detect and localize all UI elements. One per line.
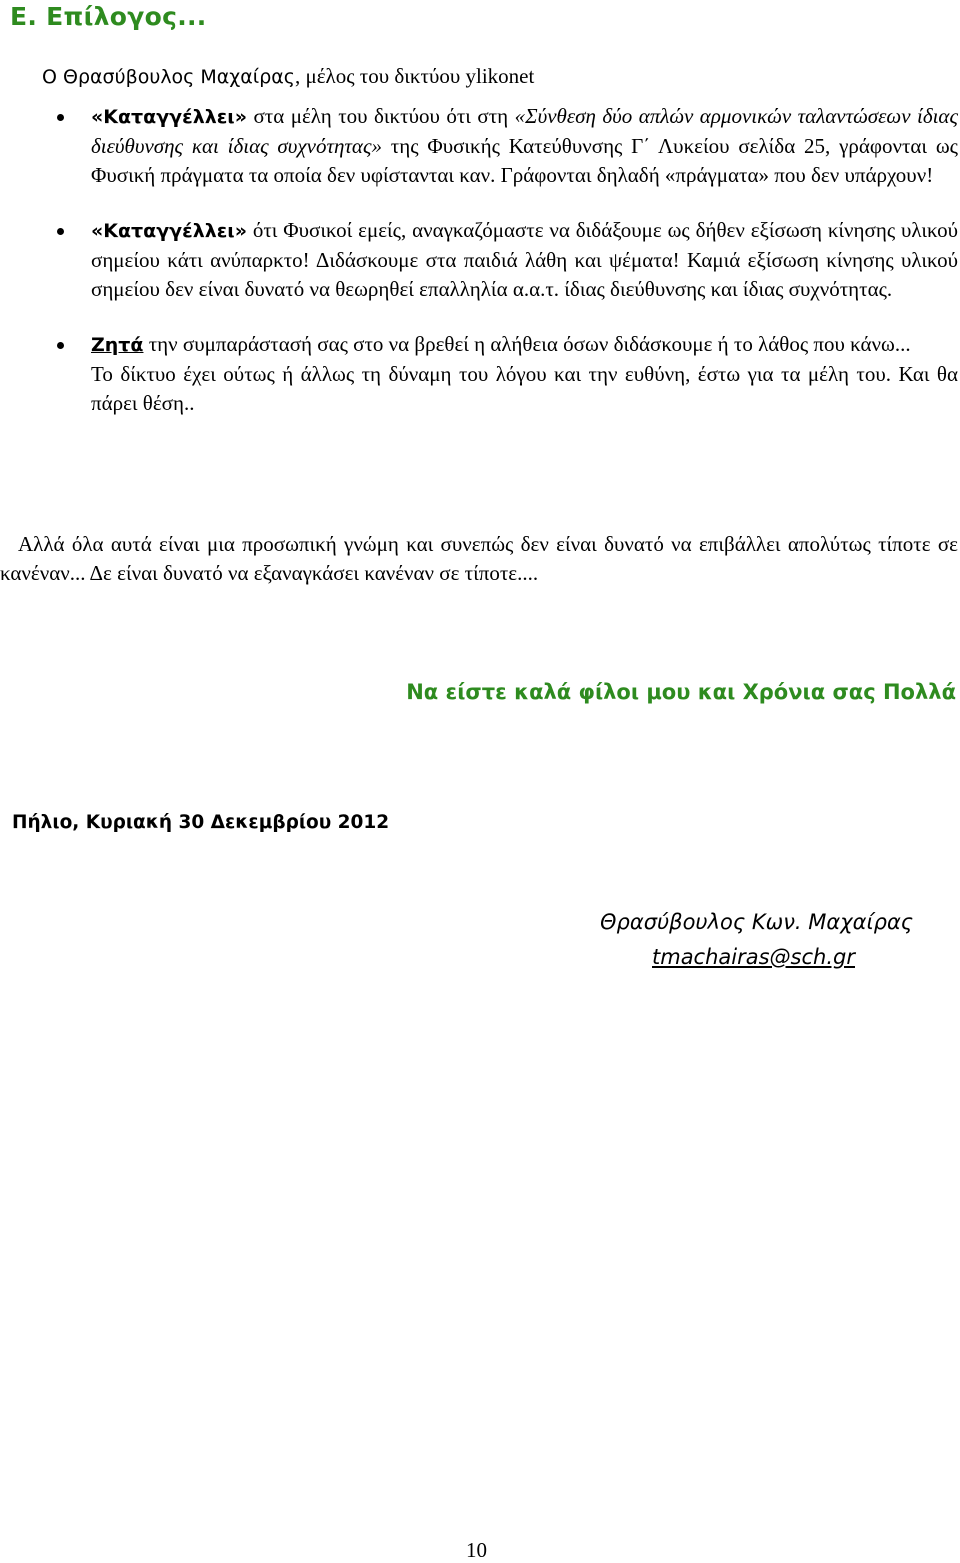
bullet-dot-icon (57, 114, 64, 121)
bullet-item-1 (40, 102, 958, 190)
author-name: Ο Θρασύβουλος Μαχαίρας (42, 66, 295, 88)
page-number: 10 (466, 1538, 487, 1562)
email-link[interactable]: tmachairas@sch.gr (652, 945, 855, 969)
section-heading: Ε. Επίλογος... (10, 2, 207, 31)
greeting-line: Να είστε καλά φίλοι μου και Χρόνια σας Πολλά (406, 680, 956, 704)
bullet-list (40, 102, 958, 444)
bullet-keyword: «Καταγγέλλει» (91, 106, 247, 128)
bullet-text: στα μέλη του δικτύου ότι στη (247, 104, 515, 128)
bullet-italic-title: «Σύνθεση δύο απλών αρμονικών ταλαντώσεων ίδιας διεύθυνσης και ίδιας συχνότητας» (91, 104, 958, 158)
bullet-dot-icon (57, 342, 64, 349)
bullet-keyword: «Καταγγέλλει» (91, 220, 247, 242)
bullet-keyword: Ζητά (91, 334, 144, 356)
bullet-text: της Φυσικής Κατεύθυνσης Γ΄ Λυκείου σελίδα 25, γράφονται ως Φυσική πράγματα τα οποία δεν υφίστανται καν. Γράφονται δηλαδή «πράγματα» που δεν υπάρχουν! (91, 134, 958, 187)
signature: Θρασύβουλος Κων. Μαχαίρας (600, 910, 914, 934)
bullet-item-2 (40, 216, 958, 304)
bullet-paragraph (91, 330, 958, 360)
intro-rest: , μέλος του δικτύου ylikonet (294, 64, 535, 88)
bullet-text: την συμπαράστασή σας στο να βρεθεί η αλήθεια όσων διδάσκουμε ή το λάθος που κάνω... (143, 332, 911, 356)
intro-line (42, 64, 534, 89)
bullet-dot-icon (57, 228, 64, 235)
bullet-paragraph-continued: Το δίκτυο έχει ούτως ή άλλως τη δύναμη του λόγου και την ευθύνη, έστω για τα μέλη του. Και θα πάρει θέση.. (91, 362, 958, 415)
bullet-paragraph (91, 102, 958, 190)
bullet-paragraph (91, 216, 958, 304)
bullet-text: ότι Φυσικοί εμείς, αναγκαζόμαστε να διδάξουμε ως δήθεν εξίσωση κίνησης υλικού σημείου κάτι ανύπαρκτο! Διδάσκουμε στα παιδιά λάθη και ψέματα! Καμιά εξίσωση κίνησης υλικού σημείου δεν είναι δυνατό να θεωρηθεί επαλληλία α.α.τ. ίδιας διεύθυνσης και ίδιας συχνότητας. (91, 218, 958, 301)
closing-paragraph: Αλλά όλα αυτά είναι μια προσωπική γνώμη και συνεπώς δεν είναι δυνατό να επιβάλλει απολύτως τίποτε σε κανέναν... Δε είναι δυνατό να εξαναγκάσει κανέναν σε τίποτε.... (0, 532, 958, 585)
date-line: Πήλιο, Κυριακή 30 Δεκεμβρίου 2012 (12, 812, 390, 833)
bullet-item-3 (40, 330, 958, 418)
